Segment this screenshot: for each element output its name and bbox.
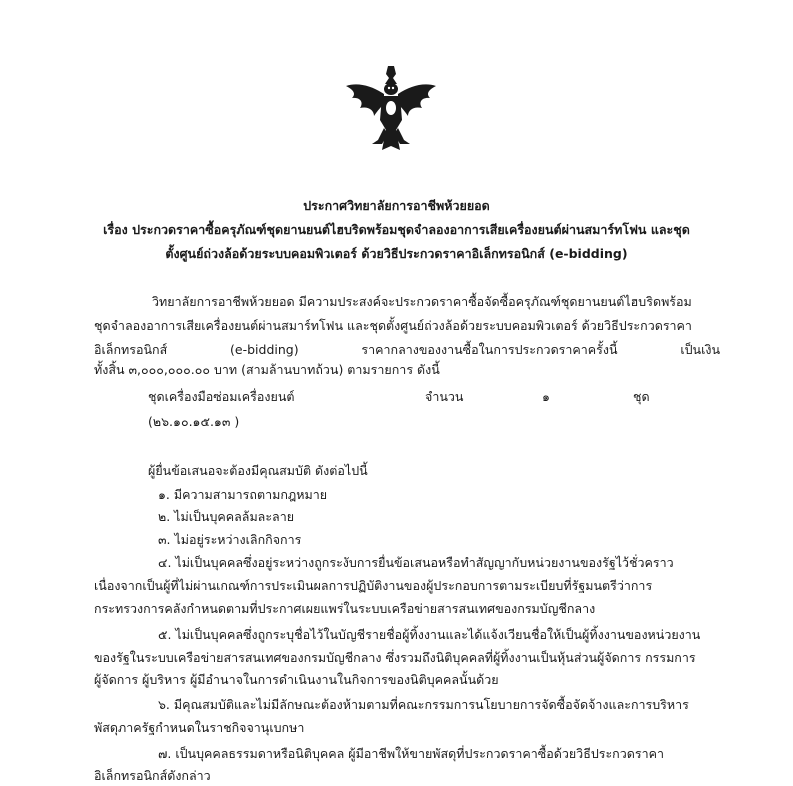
qualification-7-line-2: อิเล็กทรอนิกส์ดังกล่าว — [94, 768, 211, 783]
item-code: (๒๖.๑๐.๑๕.๑๓ ) — [148, 414, 240, 429]
qualifications-heading: ผู้ยื่นข้อเสนอจะต้องมีคุณสมบัติ ดังต่อไปนี้ — [148, 463, 368, 478]
subject-line-1: เรื่อง ประกวดราคาซื้อครุภัณฑ์ชุดยานยนต์ไฮบริดพร้อมชุดจำลองอาการเสียเครื่องยนต์ผ่านสมาร์ทโฟน และชุด — [103, 222, 690, 237]
qualification-2: ๒. ไม่เป็นบุคคลล้มละลาย — [158, 509, 295, 524]
item-unit: ชุด — [633, 389, 650, 404]
garuda-emblem-icon — [344, 64, 438, 152]
item-qty: ๑ — [542, 389, 550, 404]
qualification-5-line-3: ผู้จัดการ ผู้บริหาร ผู้มีอำนาจในการดำเนินงานในกิจการของนิติบุคคลนั้นด้วย — [94, 672, 499, 687]
item-qty-label: จำนวน — [425, 389, 464, 404]
intro-line-3: อิเล็กทรอนิกส์ (e-bidding) ราคากลางของงานซื้อในการประกวดราคาครั้งนี้ เป็นเงิน — [94, 342, 720, 357]
subject-line-2: ตั้งศูนย์ถ่วงล้อด้วยระบบคอมพิวเตอร์ ด้วยวิธีประกวดราคาอิเล็กทรอนิกส์ (e-bidding) — [165, 246, 628, 261]
qualification-3: ๓. ไม่อยู่ระหว่างเลิกกิจการ — [158, 532, 302, 547]
intro-line-1: วิทยาลัยการอาชีพห้วยยอด มีความประสงค์จะประกวดราคาซื้อจัดซื้อครุภัณฑ์ชุดยานยนต์ไฮบริดพร้อม — [152, 294, 692, 309]
qualification-6-line-1: ๖. มีคุณสมบัติและไม่มีลักษณะต้องห้ามตามที่คณะกรรมการนโยบายการจัดซื้อจัดจ้างและการบริหาร — [158, 697, 689, 712]
qualification-1: ๑. มีความสามารถตามกฎหมาย — [158, 487, 328, 502]
org-title: ประกาศวิทยาลัยการอาชีพห้วยยอด — [303, 198, 490, 213]
intro-line-2: ชุดจำลองอาการเสียเครื่องยนต์ผ่านสมาร์ทโฟน และชุดตั้งศูนย์ถ่วงล้อด้วยระบบคอมพิวเตอร์ ด้วยวิธีประกวดราคา — [94, 318, 692, 333]
item-name: ชุดเครื่องมือซ่อมเครื่องยนต์ — [148, 389, 295, 404]
qualification-5-line-1: ๕. ไม่เป็นบุคคลซึ่งถูกระบุชื่อไว้ในบัญชีรายชื่อผู้ทิ้งงานและได้แจ้งเวียนชื่อให้เป็นผู้ทิ้งงานของหน่วยงาน — [158, 627, 701, 642]
qualification-6-line-2: พัสดุภาครัฐกำหนดในราชกิจจานุเบกษา — [94, 720, 305, 735]
intro-line-4: ทั้งสิ้น ๓,๐๐๐,๐๐๐.๐๐ บาท (สามล้านบาทถ้วน) ตามรายการ ดังนี้ — [94, 362, 440, 377]
qualification-7-line-1: ๗. เป็นบุคคลธรรมดาหรือนิติบุคคล ผู้มีอาชีพให้ขายพัสดุที่ประกวดราคาซื้อด้วยวิธีประกวดราคา — [158, 746, 664, 761]
qualification-5-line-2: ของรัฐในระบบเครือข่ายสารสนเทศของกรมบัญชีกลาง ซึ่งรวมถึงนิติบุคคลที่ผู้ทิ้งงานเป็นหุ้นส่วนผู้จัดการ กรรมการ — [94, 650, 696, 665]
qualification-4-line-2: เนื่องจากเป็นผู้ที่ไม่ผ่านเกณฑ์การประเมินผลการปฏิบัติงานของผู้ประกอบการตามระเบียบที่รัฐมนตรีว่าการ — [94, 578, 653, 593]
qualification-4-line-3: กระทรวงการคลังกำหนดตามที่ประกาศเผยแพร่ในระบบเครือข่ายสารสนเทศของกรมบัญชีกลาง — [94, 601, 596, 616]
qualification-4-line-1: ๔. ไม่เป็นบุคคลซึ่งอยู่ระหว่างถูกระงับการยื่นข้อเสนอหรือทำสัญญากับหน่วยงานของรัฐไว้ชั่วคราว — [158, 555, 674, 570]
